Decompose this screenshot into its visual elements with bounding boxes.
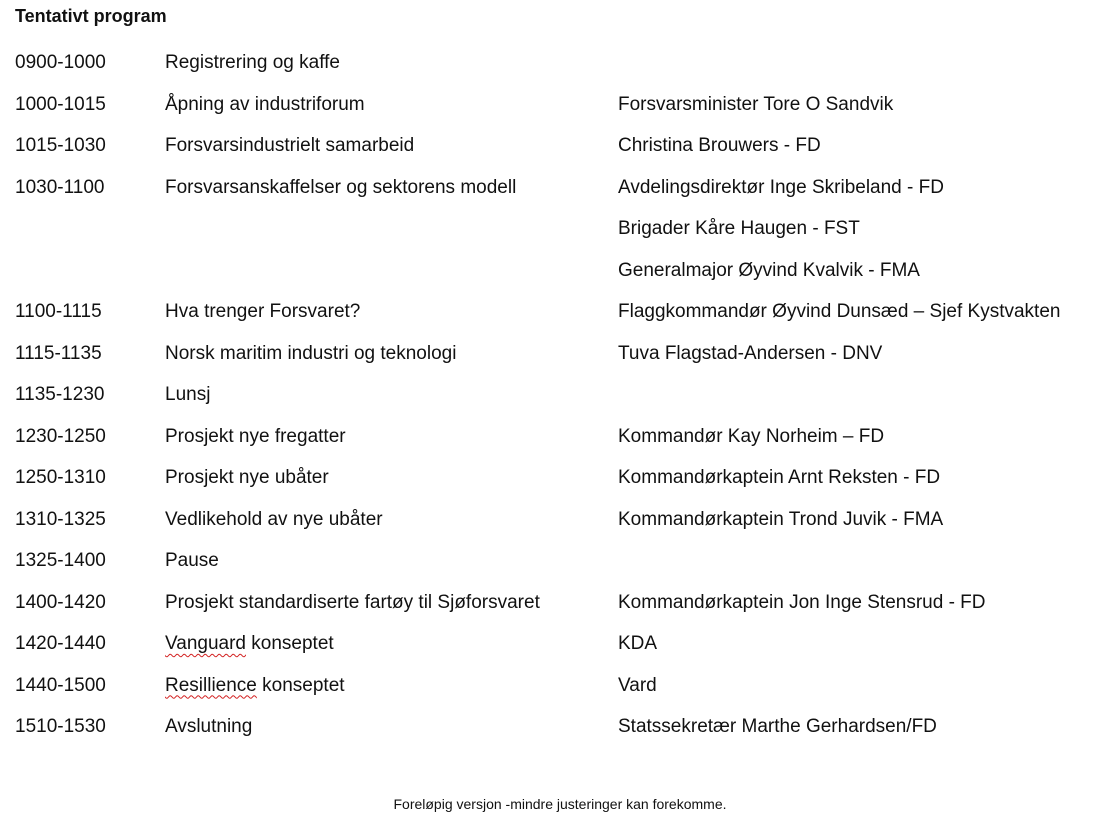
session-topic — [165, 42, 340, 84]
session-speaker: Kommandørkaptein Arnt Reksten - FD — [618, 467, 941, 488]
session-speaker: Statssekretær Marthe Gerhardsen/FD — [618, 716, 937, 737]
schedule-row — [0, 540, 1120, 582]
session-topic — [165, 665, 345, 707]
session-topic-text: Vedlikehold av nye ubåter — [165, 508, 383, 530]
session-topic-text: Åpning av industriforum — [165, 93, 365, 115]
time-slot: 1510-1530 — [15, 716, 106, 737]
schedule-row — [0, 457, 1120, 499]
session-speaker: KDA — [618, 633, 658, 654]
time-slot: 1030-1100 — [15, 176, 105, 198]
session-topic — [165, 540, 219, 582]
session-topic — [165, 706, 252, 748]
schedule-row — [0, 416, 1120, 458]
session-topic-text: Pause — [165, 550, 219, 571]
spellcheck-flagged-word: Vanguard — [165, 633, 246, 654]
session-speaker: Avdelingsdirektør Inge Skribeland - FD — [618, 176, 944, 198]
session-topic-text: Norsk maritim industri og teknologi — [165, 342, 457, 364]
session-speaker: Vard — [618, 674, 657, 696]
schedule-row — [0, 42, 1120, 84]
session-topic-text: konseptet — [246, 633, 334, 654]
time-slot: 1135-1230 — [15, 384, 105, 405]
session-topic-text: Forsvarsanskaffelser og sektorens modell — [165, 176, 517, 198]
time-slot: 1015-1030 — [15, 135, 106, 156]
session-topic — [165, 457, 329, 499]
time-slot: 1250-1310 — [15, 467, 106, 488]
schedule-row — [0, 333, 1120, 375]
page-title: Tentativt program — [15, 6, 167, 26]
session-speaker: Flaggkommandør Øyvind Dunsæd – Sjef Kystvakten — [618, 301, 1061, 322]
schedule-row — [0, 374, 1120, 416]
session-topic-text: Prosjekt standardiserte fartøy til Sjøforsvaret — [165, 591, 540, 613]
schedule-row — [0, 499, 1120, 541]
time-slot: 1420-1440 — [15, 633, 106, 654]
session-topic — [165, 291, 360, 333]
time-slot: 1310-1325 — [15, 508, 106, 530]
session-topic-text: Forsvarsindustrielt samarbeid — [165, 135, 415, 156]
session-speaker: Kommandørkaptein Jon Inge Stensrud - FD — [618, 591, 986, 613]
session-topic — [165, 374, 210, 416]
time-slot: 1400-1420 — [15, 591, 106, 613]
session-speaker: Brigader Kåre Haugen - FST — [618, 218, 860, 239]
session-topic — [165, 333, 456, 375]
schedule-row — [0, 250, 1120, 292]
time-slot: 1100-1115 — [15, 301, 102, 322]
time-slot: 0900-1000 — [15, 52, 106, 73]
time-slot: 1000-1015 — [15, 93, 106, 115]
schedule-row — [0, 84, 1120, 126]
schedule-table — [0, 42, 1120, 748]
session-topic — [165, 623, 334, 665]
session-topic — [165, 416, 346, 458]
session-topic — [165, 125, 414, 167]
session-topic-text: konseptet — [256, 674, 345, 696]
session-topic — [165, 582, 540, 624]
schedule-row — [0, 706, 1120, 748]
spellcheck-flagged-word: Resillience — [165, 674, 257, 696]
time-slot: 1440-1500 — [15, 674, 106, 696]
session-topic-text: Prosjekt nye ubåter — [165, 467, 329, 488]
session-topic-text: Lunsj — [165, 384, 211, 405]
schedule-row — [0, 125, 1120, 167]
schedule-row — [0, 665, 1120, 707]
time-slot: 1115-1135 — [15, 342, 102, 364]
schedule-row — [0, 582, 1120, 624]
session-speaker: Christina Brouwers - FD — [618, 135, 821, 156]
session-topic-text: Registrering og kaffe — [165, 52, 340, 73]
session-speaker: Kommandørkaptein Trond Juvik - FMA — [618, 508, 944, 530]
schedule-row — [0, 167, 1120, 209]
schedule-row — [0, 623, 1120, 665]
time-slot: 1325-1400 — [15, 550, 106, 571]
footer-note: Foreløpig versjon -mindre justeringer kan forekomme. — [393, 796, 727, 812]
session-topic — [165, 499, 383, 541]
session-speaker: Generalmajor Øyvind Kvalvik - FMA — [618, 259, 920, 281]
schedule-row — [0, 291, 1120, 333]
session-topic — [165, 84, 365, 126]
session-topic-text: Prosjekt nye fregatter — [165, 425, 346, 447]
session-speaker: Kommandør Kay Norheim – FD — [618, 425, 885, 447]
time-slot: 1230-1250 — [15, 425, 106, 447]
session-topic-text: Avslutning — [165, 716, 253, 737]
schedule-row — [0, 208, 1120, 250]
session-speaker: Tuva Flagstad-Andersen - DNV — [618, 342, 883, 364]
session-topic — [165, 167, 516, 209]
session-speaker: Forsvarsminister Tore O Sandvik — [618, 93, 894, 115]
session-topic-text: Hva trenger Forsvaret? — [165, 301, 361, 322]
